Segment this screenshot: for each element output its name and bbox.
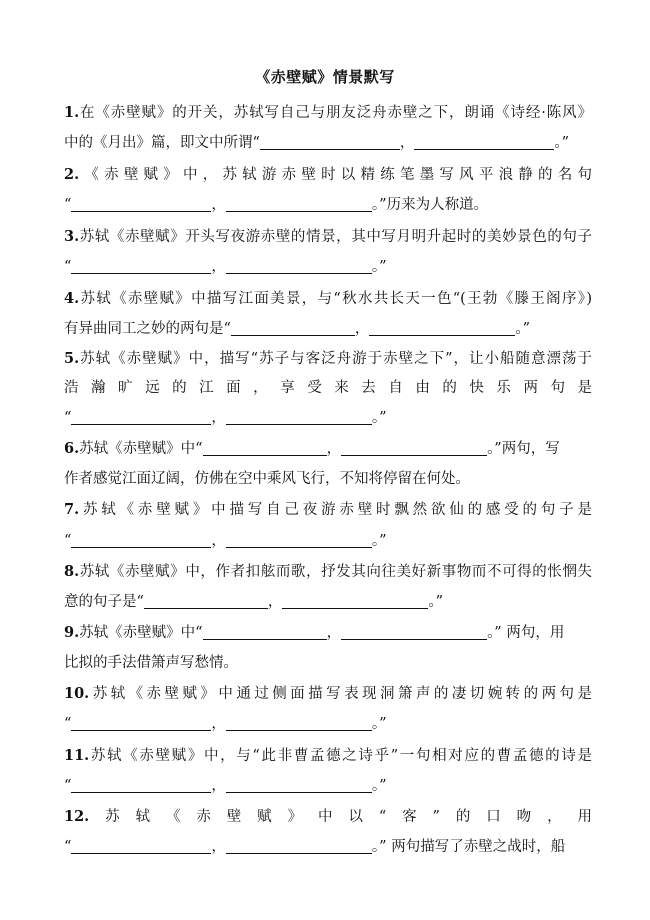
- q3-line1: 3.苏轼《赤壁赋》开头写夜游赤壁的情景，其中写月明升起时的美妙景色的句子: [64, 228, 592, 245]
- q10-line1: 10.苏轼《赤壁赋》中通过侧面描写表现洞箫声的凄切婉转的两句是: [64, 685, 592, 702]
- q6-number: 6.: [64, 440, 80, 457]
- q12-number: 12.: [64, 808, 90, 825]
- q4-number: 4.: [64, 290, 80, 307]
- answer-blank[interactable]: [71, 255, 211, 274]
- q11-line2: “ ， 。”: [64, 774, 592, 798]
- q10-number: 10.: [64, 685, 90, 702]
- answer-blank[interactable]: [226, 835, 372, 854]
- answer-blank[interactable]: [226, 529, 372, 548]
- q1-line1: 1.在《赤壁赋》的开关，苏轼写自己与朋友泛舟赤壁之下，朗诵《诗经·陈风》: [64, 104, 592, 121]
- answer-blank[interactable]: [144, 590, 268, 609]
- q4-line1: 4.苏轼《赤壁赋》中描写江面美景，与“秋水共长天一色“(王勃《滕王阁序》): [64, 290, 592, 307]
- q1-number: 1.: [64, 104, 80, 121]
- answer-blank[interactable]: [231, 317, 355, 336]
- q7-number: 7.: [64, 501, 80, 518]
- answer-blank[interactable]: [226, 774, 372, 793]
- answer-blank[interactable]: [71, 835, 211, 854]
- q5-line3: “ ， 。”: [64, 406, 592, 430]
- answer-blank[interactable]: [203, 621, 327, 640]
- q8-line1: 8.苏轼《赤壁赋》中，作者扣舷而歌，抒发其向往美好新事物而不可得的怅惘失: [64, 563, 592, 580]
- q8-number: 8.: [64, 563, 80, 580]
- answer-blank[interactable]: [226, 406, 372, 425]
- q5-line2: 浩瀚旷远的江面，享受来去自由的快乐两句是: [64, 380, 592, 396]
- q6-line2: 作者感觉江面辽阔，仿佛在空中乘风飞行，不知将停留在何处。: [64, 471, 470, 487]
- answer-blank[interactable]: [71, 712, 211, 731]
- q9-line2: 比拟的手法借箫声写愁情。: [64, 655, 238, 671]
- answer-blank[interactable]: [71, 529, 211, 548]
- q11-number: 11.: [64, 747, 90, 764]
- q2-number: 2.: [64, 166, 80, 183]
- answer-blank[interactable]: [226, 193, 372, 212]
- answer-blank[interactable]: [71, 774, 211, 793]
- answer-blank[interactable]: [226, 255, 372, 274]
- q1-line2: 中的《月出》篇，即文中所谓“ ， 。”: [64, 131, 592, 155]
- q7-line2: “ ， 。”: [64, 529, 592, 553]
- page-title: 《赤壁赋》情景默写: [255, 68, 395, 86]
- q5-number: 5.: [64, 350, 80, 367]
- q12-line1: 12.苏轼《赤壁赋》中以“客”的口吻，用: [64, 808, 592, 825]
- answer-blank[interactable]: [369, 317, 515, 336]
- q10-line2: “ ， 。”: [64, 712, 592, 736]
- q7-line1: 7.苏轼《赤壁赋》中描写自己夜游赤壁时飘然欲仙的感受的句子是: [64, 501, 592, 518]
- q3-number: 3.: [64, 228, 80, 245]
- q11-line1: 11.苏轼《赤壁赋》中，与“此非曹孟德之诗乎”一句相对应的曹孟德的诗是: [64, 747, 592, 764]
- q2-line2: “ ， 。”历来为人称道。: [64, 193, 592, 217]
- answer-blank[interactable]: [71, 193, 211, 212]
- q3-line2: “ ， 。”: [64, 255, 592, 279]
- answer-blank[interactable]: [282, 590, 428, 609]
- answer-blank[interactable]: [414, 131, 554, 150]
- q9-number: 9.: [64, 624, 80, 641]
- answer-blank[interactable]: [203, 437, 327, 456]
- q5-line1: 5.苏轼《赤壁赋》中，描写“苏子与客泛舟游于赤壁之下”，让小船随意漂荡于: [64, 350, 592, 367]
- answer-blank[interactable]: [341, 621, 487, 640]
- answer-blank[interactable]: [341, 437, 487, 456]
- q9-line1: 9.苏轼《赤壁赋》中“ ， 。” 两句，用: [64, 621, 592, 645]
- answer-blank[interactable]: [71, 406, 211, 425]
- q4-line2: 有异曲同工之妙的两句是“ ， 。”: [64, 317, 592, 341]
- q12-line2: “ ， 。” 两句描写了赤壁之战时，船: [64, 835, 592, 859]
- answer-blank[interactable]: [260, 131, 400, 150]
- q6-line1: 6.苏轼《赤壁赋》中“ ， 。”两句，写: [64, 437, 592, 461]
- q8-line2: 意的句子是“ ， 。”: [64, 590, 592, 614]
- answer-blank[interactable]: [226, 712, 372, 731]
- q2-line1: 2.《赤壁赋》中，苏轼游赤壁时以精练笔墨写风平浪静的名句: [64, 166, 592, 183]
